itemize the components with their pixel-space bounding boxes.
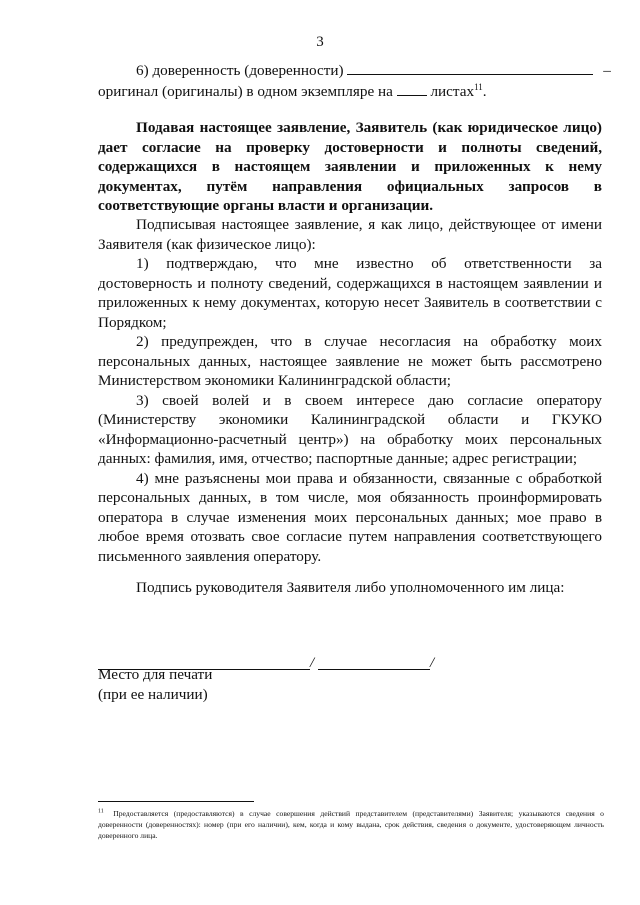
footnote xyxy=(98,808,604,841)
item-6-power-of-attorney xyxy=(98,60,611,101)
personal-data-item-4: 4) мне разъяснены мои права и обязанности, связанные с обработкой персональных данных, в том числе, моя обязанность проинформировать оператора в случае изменения моих персональных данных; мое право в любое время отозвать свое согласие путем направления соответствующего письменного заявления оператору. xyxy=(98,469,602,565)
page-number: 3 xyxy=(316,34,324,50)
footnote-text: Предоставляется (предоставляются) в случае совершения действий представителем (представителями) Заявителя; указываются сведения о доверенности (доверенностях): номер (при его наличии), кем, когда и кому выдана, срок действия, сведения о документе, удостоверяющем личность доверенного лица. xyxy=(98,809,604,840)
footnote-mark: 11 xyxy=(98,808,104,815)
stamp-line-2: (при ее наличии) xyxy=(98,686,208,703)
item-6-period: . xyxy=(482,82,487,100)
signature-heading-text: Подпись руководителя Заявителя либо уполномоченного им лица: xyxy=(136,579,565,596)
personal-data-item-3: 3) своей волей и в своем интересе даю согласие оператору (Министерству экономики Калининградской области и ГКУКО «Информационно-расчетный центр») на обработку моих персональных данных: фамилия, имя, отчество; паспортные данные; адрес регистрации; xyxy=(98,391,602,467)
personal-data-item-2: 2) предупрежден, что в случае несогласия на обработку моих персональных данных, настоящее заявление не может быть рассмотрено Министерством экономики Калининградской области; xyxy=(98,333,602,389)
item-6-prefix: 6) доверенность (доверенности) xyxy=(136,62,344,79)
sheet-count-blank[interactable] xyxy=(397,81,427,96)
personal-data-consent xyxy=(98,215,602,566)
item-6-dash: – xyxy=(603,62,611,79)
signature-heading xyxy=(98,578,602,598)
legal-entity-consent-text: Подавая настоящее заявление, Заявитель (как юридическое лицо) дает согласие на проверку достоверности и полноты сведений, содержащихся в настоящем заявлении и приложенных к нему документах, путём направления официальных запросов в соответствующие органы власти и организации. xyxy=(98,119,602,214)
footnote-ref-11: 11 xyxy=(474,81,483,92)
personal-data-intro: Подписывая настоящее заявление, я как лицо, действующее от имени Заявителя (как физическое лицо): xyxy=(98,216,602,253)
item-6-line2-start: оригинал (оригиналы) в одном экземпляре на xyxy=(98,82,393,100)
footnote-rule xyxy=(98,801,254,802)
personal-data-item-1: 1) подтверждаю, что мне известно об ответственности за достоверность и полноту сведений, содержащихся в настоящем заявлении и приложенных к нему документах, которую несет Заявитель в соответствии с Порядком; xyxy=(98,255,602,331)
signature-name-blank[interactable] xyxy=(318,669,430,670)
signature-separator-2: / xyxy=(430,655,435,671)
signature-separator-1: / xyxy=(310,655,315,671)
stamp-line-1: Место для печати xyxy=(98,666,213,683)
stamp-place xyxy=(98,665,212,705)
power-of-attorney-blank[interactable] xyxy=(347,60,593,75)
legal-entity-consent xyxy=(98,118,602,216)
item-6-line2-end: листах xyxy=(430,82,475,100)
